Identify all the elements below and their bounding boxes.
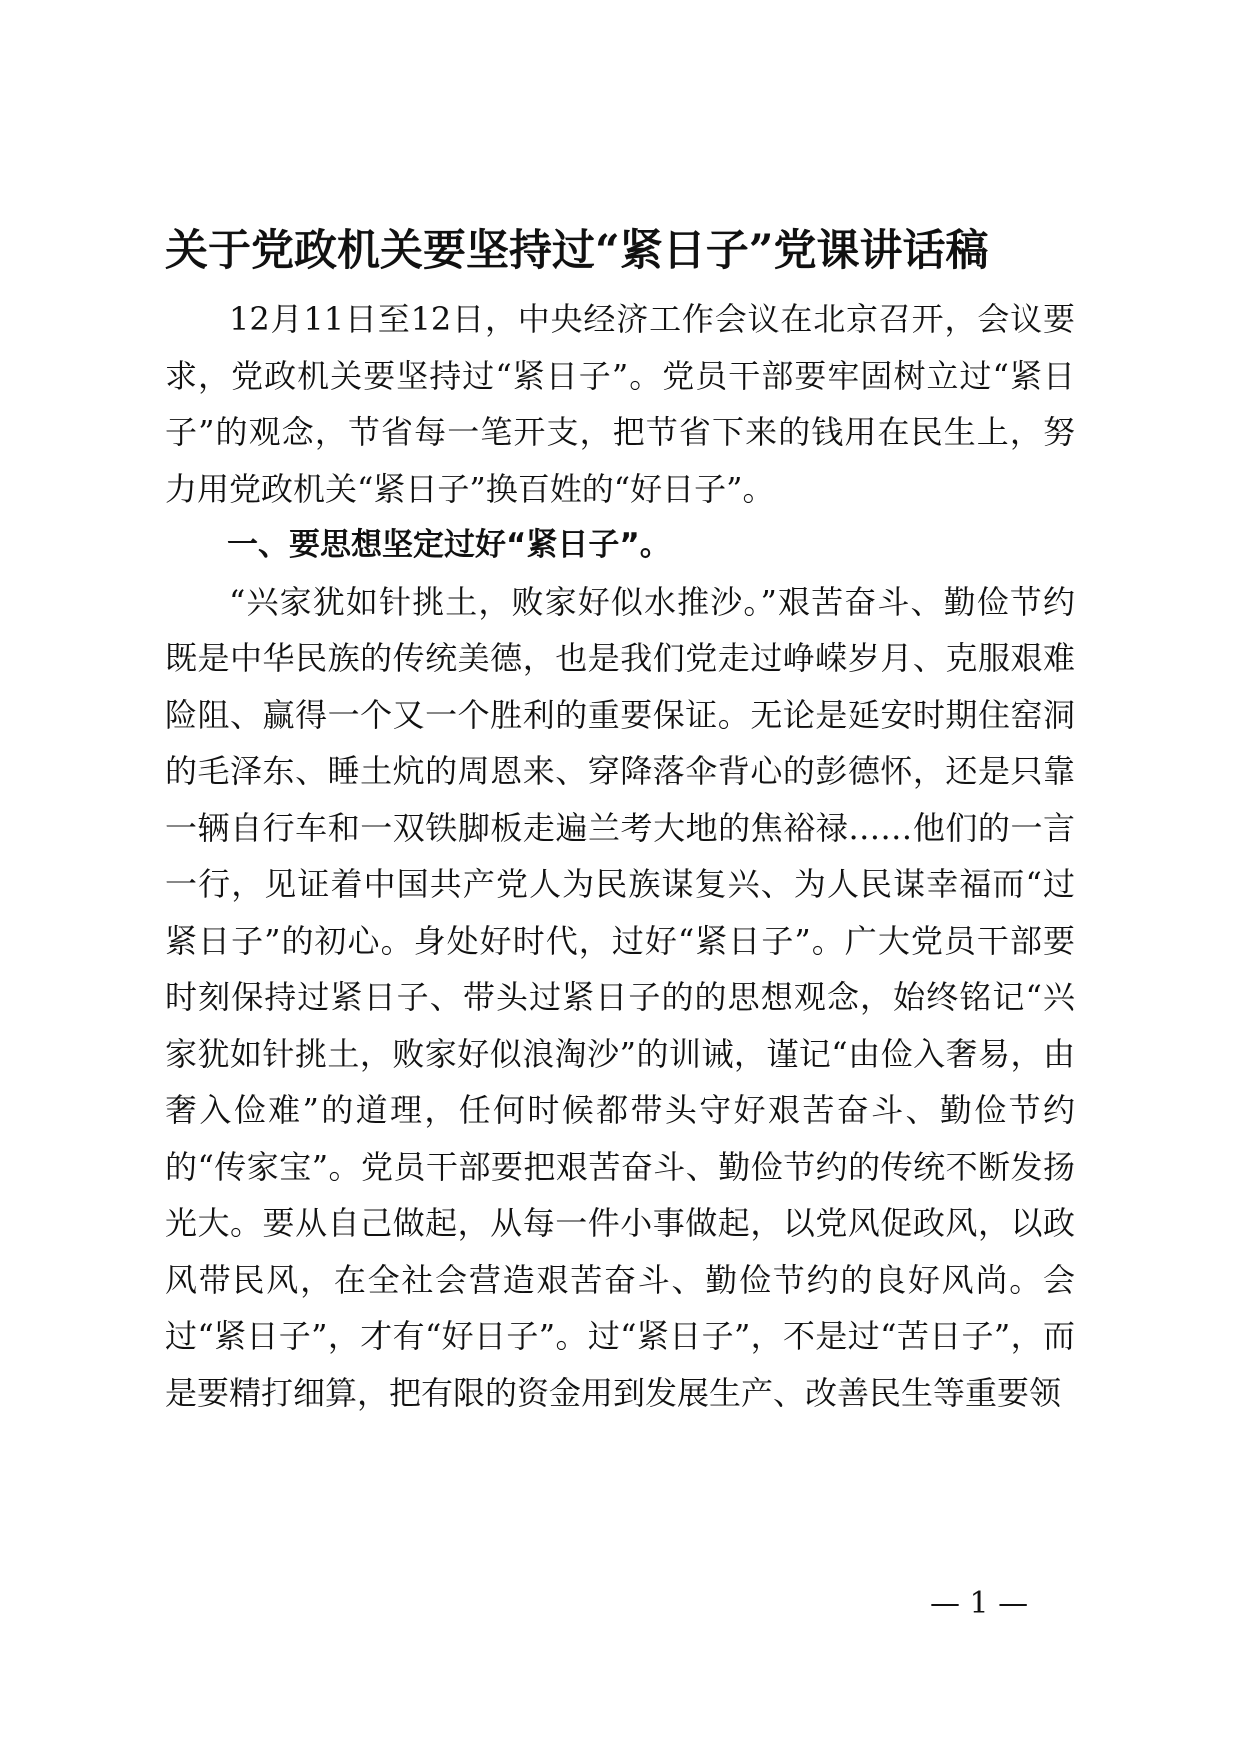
section-heading: 一、要思想坚定过好“紧日子”。 [227, 527, 671, 563]
document-title: 关于党政机关要坚持过“紧日子”党课讲话稿 [165, 226, 989, 276]
document-body [165, 291, 1075, 1421]
page-number: — 1 — [930, 1586, 1029, 1621]
intro-paragraph: 12月11日至12日，中央经济工作会议在北京召开，会议要求，党政机关要坚持过“紧日子”。党员干部要牢固树立过“紧日子”的观念，节省每一笔开支，把节省下来的钱用在民生上，努力用党政机关“紧日子”换百姓的“好日子”。 [165, 300, 1075, 508]
section-paragraph: “兴家犹如针挑土，败家好似水推沙。”艰苦奋斗、勤俭节约既是中华民族的传统美德，也是我们党走过峥嵘岁月、克服艰难险阻、赢得一个又一个胜利的重要保证。无论是延安时期住窑洞的毛泽东、睡土炕的周恩来、穿降落伞背心的彭德怀，还是只靠一辆自行车和一双铁脚板走遍兰考大地的焦裕禄……他们的一言一行，见证着中国共产党人为民族谋复兴、为人民谋幸福而“过紧日子”的初心。身处好时代，过好“紧日子”。广大党员干部要时刻保持过紧日子、带头过紧日子的的思想观念，始终铭记“兴家犹如针挑土，败家好似浪淘沙”的训诫，谨记“由俭入奢易，由奢入俭难”的道理，任何时候都带头守好艰苦奋斗、勤俭节约的“传家宝”。党员干部要把艰苦奋斗、勤俭节约的传统不断发扬光大。要从自己做起，从每一件小事做起，以党风促政风，以政风带民风，在全社会营造艰苦奋斗、勤俭节约的良好风尚。会过“紧日子”，才有“好日子”。过“紧日子”，不是过“苦日子”，而是要精打细算，把有限的资金用到发展生产、改善民生等重要领 [165, 582, 1075, 1412]
